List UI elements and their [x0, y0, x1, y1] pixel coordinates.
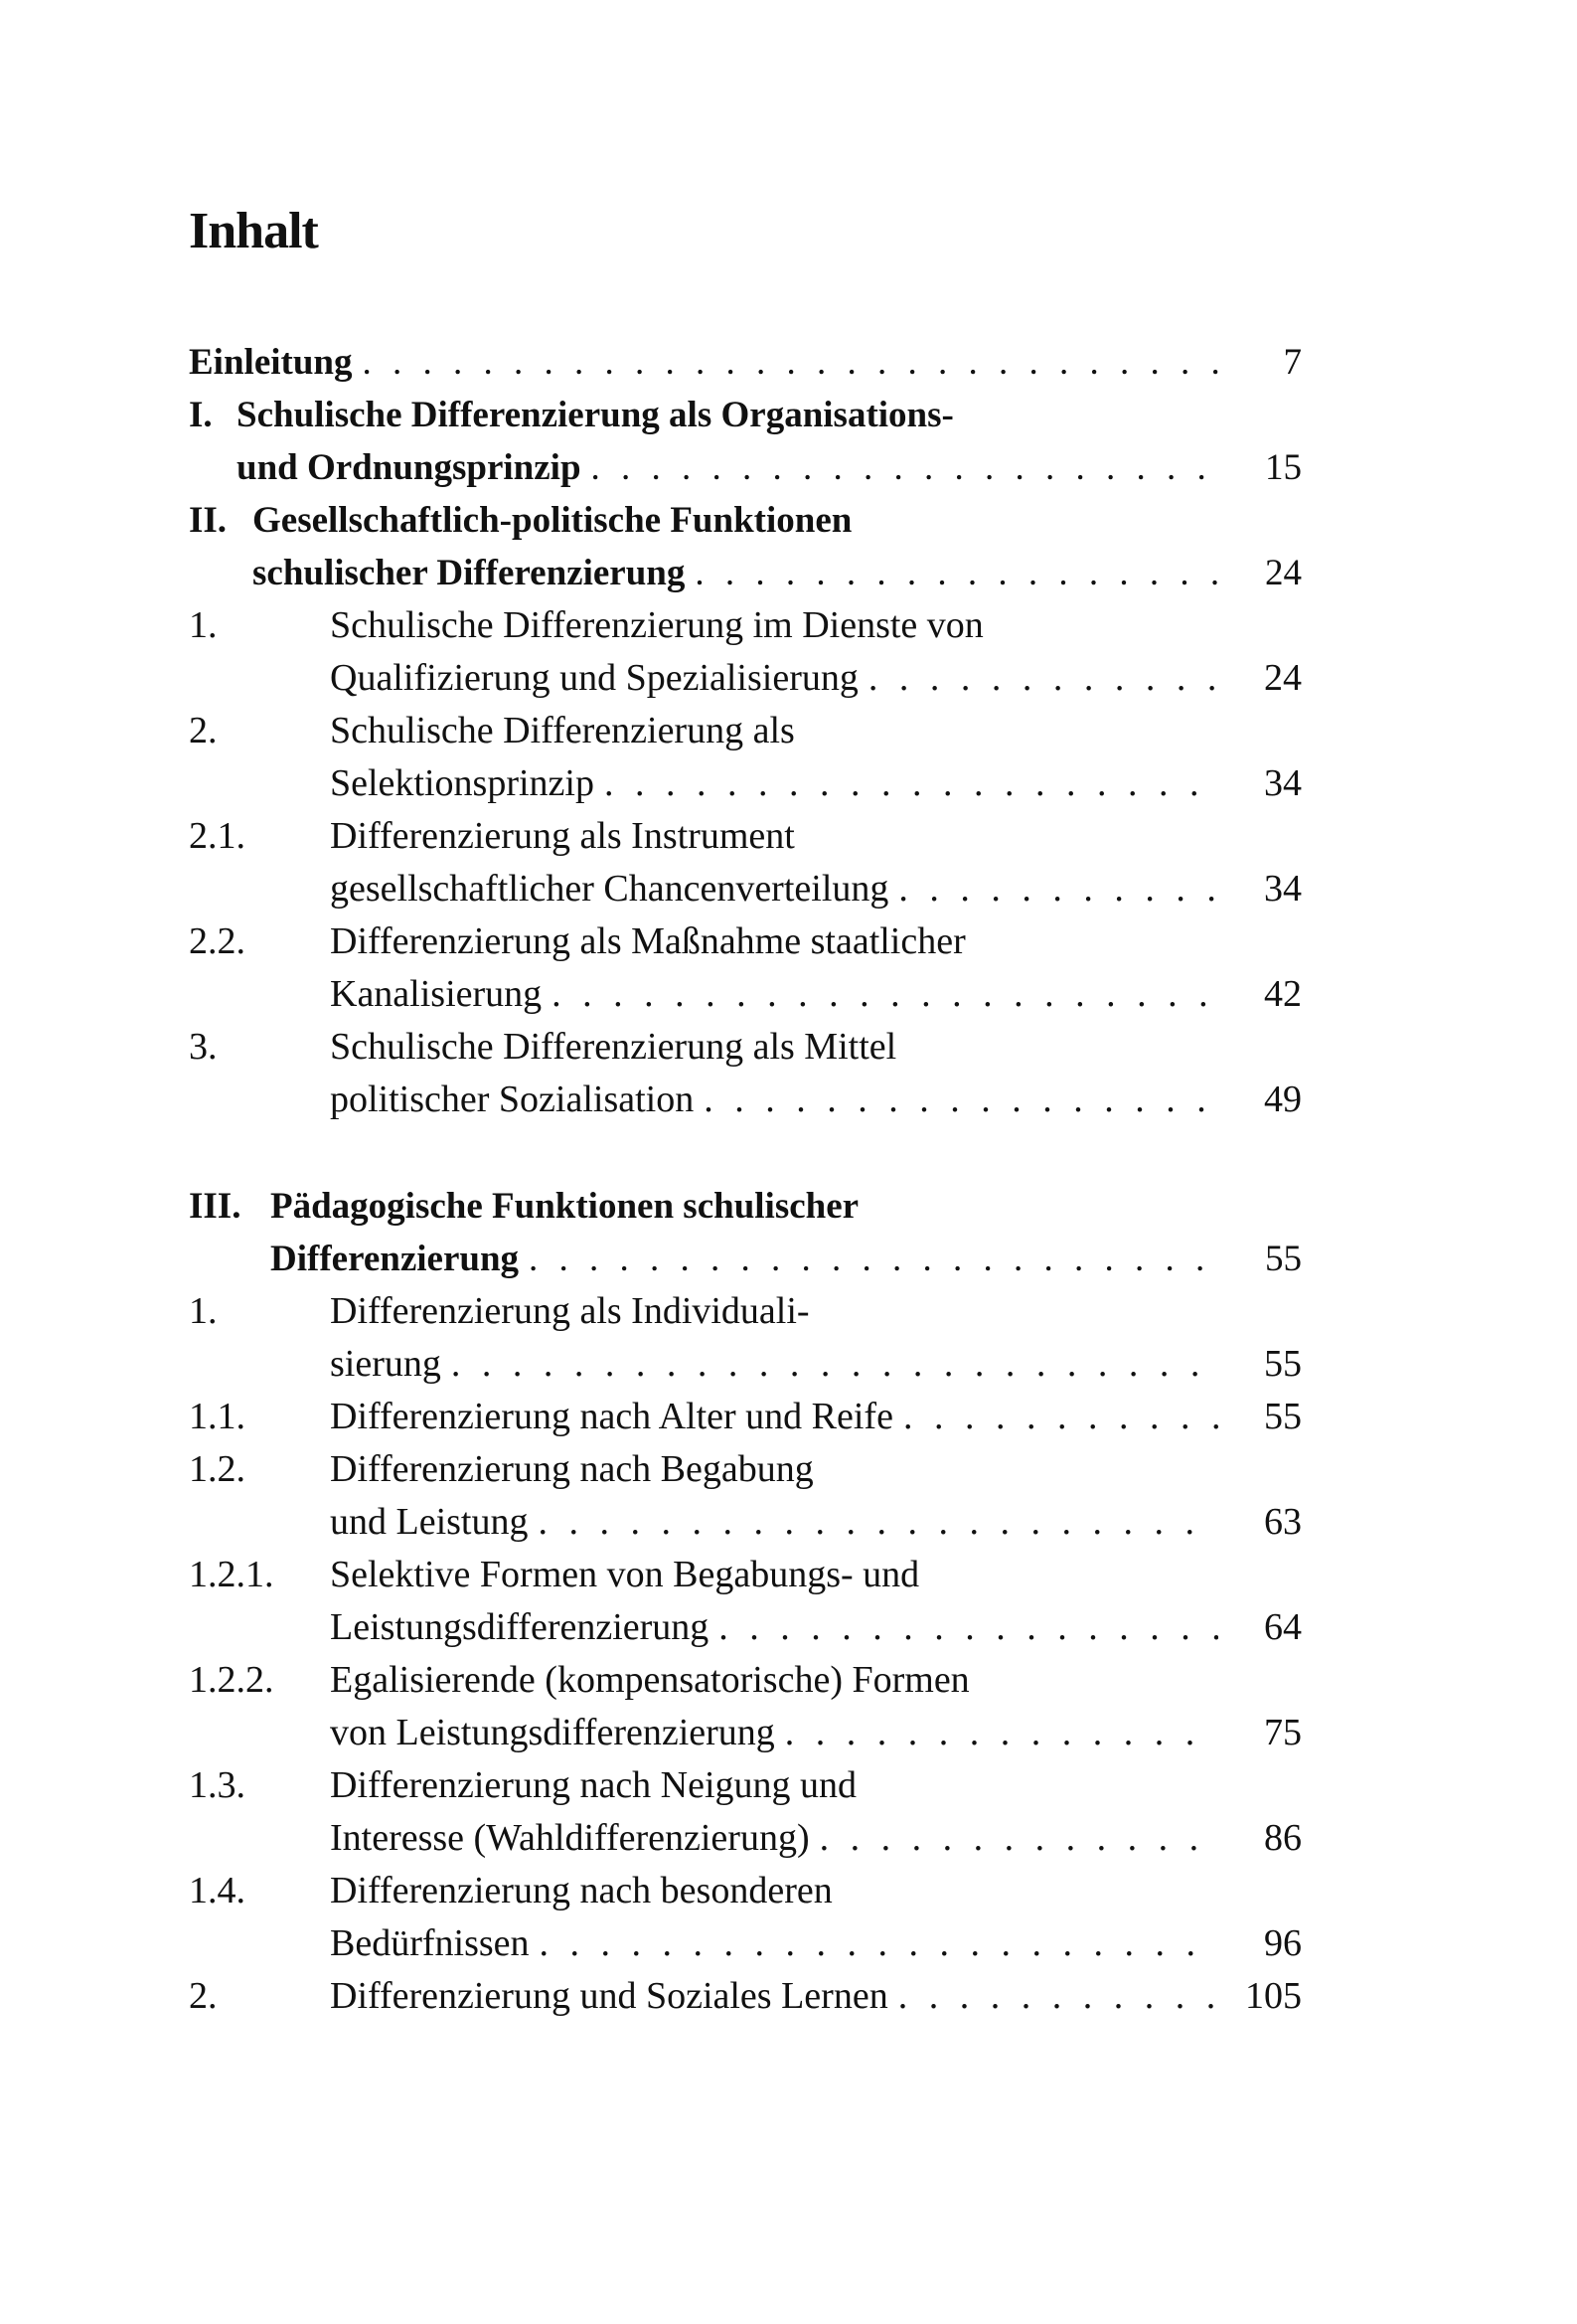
- toc-entry-title: Differenzierung nach Begabung: [330, 1448, 814, 1490]
- toc-entry-title: Differenzierung und Soziales Lernen: [330, 1975, 888, 2017]
- toc-entry: [189, 810, 1302, 915]
- toc-entry-title: Selektionsprinzip: [330, 762, 594, 804]
- toc-entry: [189, 1443, 1302, 1549]
- dot-leader: [868, 652, 1218, 705]
- toc-entry-title: Schulische Differenzierung im Dienste von: [330, 604, 984, 646]
- page-title: Inhalt: [189, 202, 318, 259]
- toc-entry: [189, 705, 1302, 810]
- dot-leader: [718, 1601, 1218, 1654]
- toc-page-number: 34: [1264, 762, 1302, 804]
- dot-leader: [529, 1233, 1218, 1285]
- toc-page-number: 34: [1264, 868, 1302, 910]
- toc-entry: [189, 1654, 1302, 1759]
- table-of-contents: [189, 336, 1302, 2023]
- toc-page-number: 55: [1264, 1343, 1302, 1385]
- toc-page-number: 24: [1265, 553, 1302, 593]
- toc-entry: [189, 1970, 1302, 2023]
- toc-entry-title: Gesellschaftlich-politische Funktionen: [252, 500, 853, 541]
- toc-entry-title: Schulische Differenzierung als Mittel: [330, 1026, 897, 1068]
- toc-entry-title: Egalisierende (kompensatorische) Formen: [330, 1659, 970, 1701]
- toc-page-number: 24: [1264, 657, 1302, 699]
- toc-entry-title: Bedürfnissen: [330, 1922, 530, 1964]
- toc-entry-number: 1.2.2.: [189, 1659, 274, 1701]
- toc-entry-title: politischer Sozialisation: [330, 1079, 695, 1120]
- toc-entry-title: von Leistungsdifferenzierung: [330, 1712, 775, 1753]
- toc-entry-number: 2.: [189, 1975, 218, 2017]
- toc-entry-number: 1.: [189, 604, 218, 646]
- toc-entry: [189, 915, 1302, 1021]
- toc-entry: [189, 1021, 1302, 1126]
- toc-entry-title: Schulische Differenzierung als: [330, 710, 795, 751]
- dot-leader: [898, 1970, 1218, 2023]
- toc-page-number: 15: [1265, 447, 1302, 488]
- toc-page-number: 75: [1264, 1712, 1302, 1753]
- toc-page-number: 42: [1264, 973, 1302, 1015]
- dot-leader: [785, 1707, 1218, 1759]
- toc-entry-number: 2.1.: [189, 815, 245, 857]
- toc-page-number: 63: [1264, 1501, 1302, 1543]
- dot-leader: [591, 441, 1218, 494]
- dot-leader: [704, 1074, 1218, 1126]
- dot-leader: [363, 336, 1219, 389]
- toc-entry-title: sierung: [330, 1343, 441, 1385]
- toc-entry-number: 1.4.: [189, 1870, 245, 1911]
- toc-entry-number: 2.2.: [189, 920, 245, 962]
- toc-page-number: 49: [1264, 1079, 1302, 1120]
- toc-page-number: 55: [1265, 1239, 1302, 1279]
- toc-entry: [189, 336, 1302, 389]
- toc-entry: [189, 1549, 1302, 1654]
- toc-page-number: 86: [1264, 1817, 1302, 1859]
- toc-entry-title: Leistungsdifferenzierung: [330, 1606, 710, 1648]
- toc-page-number: 105: [1245, 1975, 1302, 2017]
- dot-leader: [540, 1917, 1218, 1970]
- toc-entry-number: I.: [189, 395, 213, 435]
- toc-entry: [189, 1180, 1302, 1285]
- toc-page-number: 7: [1283, 342, 1302, 383]
- toc-entry: [189, 1285, 1302, 1391]
- toc-entry-number: 3.: [189, 1026, 218, 1068]
- toc-entry-number: 1.2.1.: [189, 1554, 274, 1595]
- toc-entry-number: II.: [189, 500, 228, 541]
- toc-entry-title: Kanalisierung: [330, 973, 543, 1015]
- dot-leader: [538, 1496, 1218, 1549]
- toc-entry-title: und Ordnungsprinzip: [237, 447, 581, 488]
- toc-entry: [189, 494, 1302, 599]
- toc-entry-title: Differenzierung nach besonderen: [330, 1870, 833, 1911]
- toc-entry: [189, 599, 1302, 705]
- toc-entry-number: 1.1.: [189, 1396, 245, 1437]
- dot-leader: [898, 863, 1218, 915]
- toc-page-number: 55: [1264, 1396, 1302, 1437]
- dot-leader: [451, 1338, 1218, 1391]
- dot-leader: [552, 968, 1218, 1021]
- dot-leader: [604, 757, 1218, 810]
- toc-entry-title: Pädagogische Funktionen schulischer: [270, 1186, 860, 1227]
- toc-entry-title: schulischer Differenzierung: [252, 553, 686, 593]
- toc-entry-title: und Leistung: [330, 1501, 529, 1543]
- dot-leader: [820, 1812, 1218, 1865]
- toc-entry-title: Differenzierung: [270, 1239, 520, 1279]
- toc-entry: [189, 1391, 1302, 1443]
- dot-leader: [695, 547, 1218, 599]
- toc-entry-title: Differenzierung als Individuali-: [330, 1290, 810, 1332]
- toc-entry: [189, 389, 1302, 494]
- toc-entry-title: Differenzierung als Instrument: [330, 815, 795, 857]
- toc-page-number: 96: [1264, 1922, 1302, 1964]
- toc-entry: [189, 1865, 1302, 1970]
- dot-leader: [903, 1391, 1218, 1443]
- toc-entry: [189, 1759, 1302, 1865]
- toc-entry-title: Schulische Differenzierung als Organisations-: [237, 395, 954, 435]
- toc-entry-title: Qualifizierung und Spezialisierung: [330, 657, 859, 699]
- toc-entry-number: 1.3.: [189, 1764, 245, 1806]
- toc-entry-number: III.: [189, 1186, 241, 1227]
- toc-entry-title: Einleitung: [189, 342, 353, 383]
- toc-entry-title: Differenzierung nach Alter und Reife: [330, 1396, 893, 1437]
- toc-entry-title: Differenzierung nach Neigung und: [330, 1764, 858, 1806]
- toc-entry-title: Interesse (Wahldifferenzierung): [330, 1817, 810, 1859]
- toc-entry-number: 1.: [189, 1290, 218, 1332]
- toc-entry-number: 2.: [189, 710, 218, 751]
- toc-page-number: 64: [1264, 1606, 1302, 1648]
- toc-entry-title: Selektive Formen von Begabungs- und: [330, 1554, 920, 1595]
- toc-entry-title: gesellschaftlicher Chancenverteilung: [330, 868, 889, 910]
- toc-entry-title: Differenzierung als Maßnahme staatlicher: [330, 920, 966, 962]
- toc-entry-number: 1.2.: [189, 1448, 245, 1490]
